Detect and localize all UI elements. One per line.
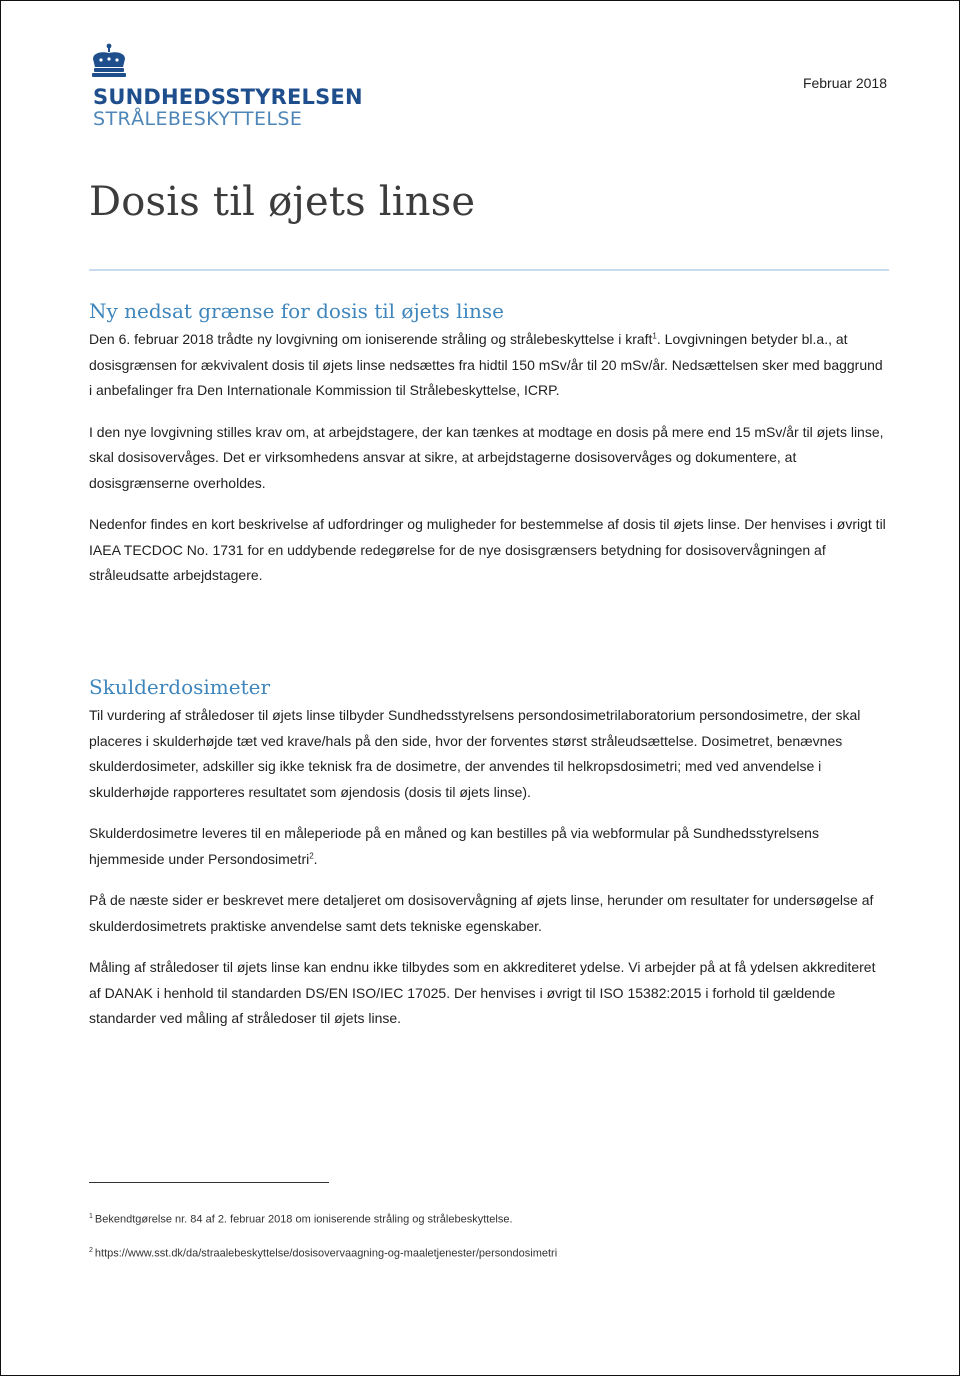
paragraph: Måling af stråledoser til øjets linse kan endnu ikke tilbydes som en akkrediteret ydelse. Vi arbejder på at få ydelsen akkrediteret af DANAK i henhold til standarden DS/EN ISO/IEC 17025. Der henvises i øvrigt til ISO 15382:2015 i forhold til gældende standarder ved måling af stråledoser til øjets linse.	[89, 959, 876, 1026]
crown-icon	[87, 43, 131, 81]
section-shoulder-dosimeter	[89, 675, 889, 1048]
section-new-limit	[89, 299, 889, 605]
brand-name: SUNDHEDSSTYRELSEN	[93, 85, 363, 109]
logo	[87, 43, 131, 81]
section-heading: Skulderdosimeter	[89, 675, 271, 699]
footnote-1: $^1$ Bekendtgørelse nr. 84 af 2. februar 2018 om ioniserende stråling og strålebeskyttelse.	[89, 1213, 513, 1226]
paragraph: Nedenfor findes en kort beskrivelse af udfordringer og muligheder for bestemmelse af dosis til øjets linse. Der henvises i øvrigt til IAEA TECDOC No. 1731 for en uddybende redegørelse for de nye dosisgrænsers betydning for dosisovervågningen af stråleudsatte arbejdstagere.	[89, 516, 886, 583]
footnote-link[interactable]: https://www.sst.dk/da/straalebeskyttelse/dosisovervaagning-og-maaletjenester/persondosimetri	[94, 1247, 558, 1260]
footnote-ref[interactable]: 2	[309, 850, 314, 860]
footnote-2[interactable]: $^2$ https://www.sst.dk/da/straalebeskyttelse/dosisovervaagning-og-maaletjenester/persondosimetri	[89, 1247, 558, 1260]
paragraph: I den nye lovgivning stilles krav om, at arbejdstagere, der kan tænkes at modtage en dosis på mere end 15 mSv/år til øjets linse, skal dosisovervåges. Det er virksomhedens ansvar at sikre, at arbejdstagerne dosisovervåges og dokumentere, at dosisgrænserne overholdes.	[89, 423, 884, 491]
paragraph: Den 6. februar 2018 trådte ny lovgivning om ioniserende stråling og strålebeskyttelse i kraft$^1$. Lovgivningen betyder bl.a., at dosisgrænsen for ækvivalent dosis til øjets linse nedsættes fra hidtil 150 mSv/år til 20 mSv/år. Nedsættelsen sker med baggrund i anbefalinger fra Den Internationale Kommission til Strålebeskyttelse, ICRP.	[89, 331, 883, 398]
paragraph: Til vurdering af stråledoser til øjets linse tilbyder Sundhedsstyrelsens persondosimetrilaboratorium persondosimetre, der skal placeres i skulderhøjde tæt ved krave/hals på den side, hvor der forventes størst stråleudsættelse. Dosimetret, benævnes skulderdosimeter, adskiller sig ikke teknisk fra de dosimetre, der anvendes til helkropsdosimetri; med ved anvendelse i skulderhøjde rapporteres resultatet som øjendosis (dosis til øjets linse).	[89, 707, 861, 800]
footnote-divider	[89, 1182, 329, 1183]
brand-subtitle: STRÅLEBESKYTTELSE	[93, 108, 303, 130]
document-title: Dosis til øjets linse	[89, 179, 476, 225]
section-heading: Ny nedsat grænse for dosis til øjets linse	[89, 299, 504, 323]
paragraph: Skulderdosimetre leveres til en måleperiode på en måned og kan bestilles på via webformular på Sundhedsstyrelsens hjemmeside under Persondosimetri$^2$.	[89, 825, 819, 867]
title-divider	[89, 269, 889, 271]
paragraph: På de næste sider er beskrevet mere detaljeret om dosisovervågning af øjets linse, herunder om resultater for undersøgelse af skulderdosimetrets praktiske anvendelse samt dets tekniske egenskaber.	[89, 892, 874, 934]
document-date: Februar 2018	[802, 75, 887, 91]
footnote-ref[interactable]: 1	[652, 331, 657, 341]
